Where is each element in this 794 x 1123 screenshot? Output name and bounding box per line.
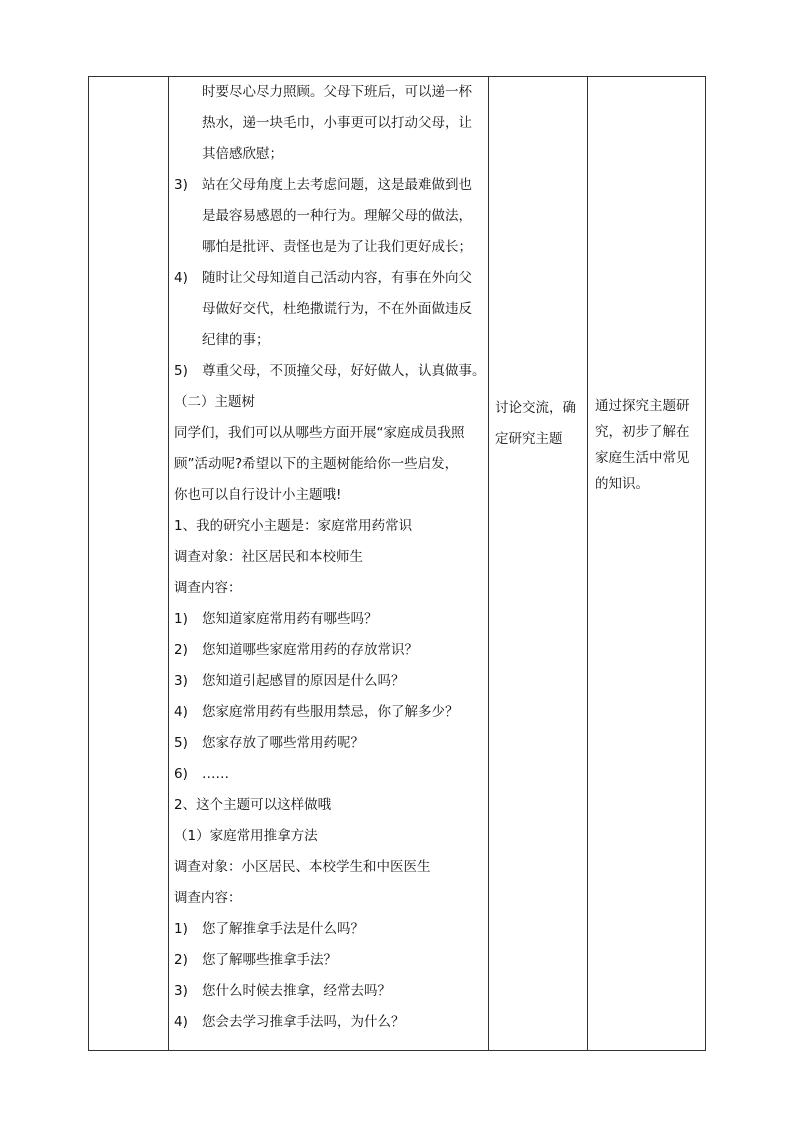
- student-activity-cell: [495, 393, 585, 455]
- line-text: 哪怕是批评、责怪也是为了让我们更好成长；: [202, 239, 472, 255]
- design-intent-cell: [595, 393, 701, 497]
- content-line: [174, 542, 484, 573]
- line-text: 调查内容：: [174, 580, 242, 596]
- line-text: 您知道家庭常用药有哪些吗？: [202, 611, 378, 627]
- content-line: [174, 790, 484, 821]
- list-number: 2): [174, 952, 188, 968]
- list-number: 4): [174, 704, 188, 720]
- activity-line: 讨论交流，确: [495, 400, 576, 416]
- content-line: [174, 635, 484, 666]
- content-line: [174, 232, 484, 263]
- line-text: 时要尽心尽力照顾。父母下班后，可以递一杯: [202, 84, 472, 100]
- list-number: 6): [174, 766, 188, 782]
- list-number: 1): [174, 611, 188, 627]
- column-divider: [587, 77, 588, 1050]
- content-line: [174, 666, 484, 697]
- line-text: 您会去学习推拿手法吗，为什么？: [202, 1014, 405, 1030]
- content-line: [174, 1007, 484, 1038]
- list-number: 3): [174, 673, 188, 689]
- list-number: 5): [174, 735, 188, 751]
- content-line: [174, 697, 484, 728]
- content-line: [174, 945, 484, 976]
- content-line: [174, 325, 484, 356]
- line-text: 纪律的事；: [202, 332, 270, 348]
- line-text: 您家存放了哪些常用药呢？: [202, 735, 364, 751]
- list-number: 4): [174, 1014, 188, 1030]
- intent-line: 的知识。: [595, 476, 649, 492]
- line-text: 2、这个主题可以这样做哦: [174, 797, 332, 813]
- content-line: [174, 108, 484, 139]
- content-line: [174, 914, 484, 945]
- line-text: 您了解哪些推拿手法？: [202, 952, 337, 968]
- list-number: 5): [174, 363, 188, 379]
- line-text: 您什么时候去推拿，经常去吗？: [202, 983, 391, 999]
- line-text: 顾”活动呢?希望以下的主题树能给你一些启发，: [174, 456, 459, 472]
- intent-line: 通过探究主题研: [595, 398, 690, 414]
- line-text: 调查对象：社区居民和本校师生: [174, 549, 363, 565]
- content-line: [174, 883, 484, 914]
- content-line: [174, 759, 484, 790]
- content-line: [174, 852, 484, 883]
- line-text: 其倍感欣慰；: [202, 146, 283, 162]
- list-number: 4): [174, 270, 188, 286]
- line-text: ……: [202, 766, 229, 782]
- line-text: 随时让父母知道自己活动内容，有事在外向父: [202, 270, 472, 286]
- list-number: 1): [174, 921, 188, 937]
- list-number: 2): [174, 642, 188, 658]
- content-line: [174, 387, 484, 418]
- intent-line: 家庭生活中常见: [595, 450, 690, 466]
- line-text: 您知道引起感冒的原因是什么吗？: [202, 673, 405, 689]
- line-text: （1）家庭常用推拿方法: [174, 828, 318, 844]
- line-text: （二）主题树: [174, 394, 255, 410]
- list-number: 3): [174, 177, 188, 193]
- line-text: 调查对象：小区居民、本校学生和中医医生: [174, 859, 431, 875]
- content-line: [174, 356, 484, 387]
- content-line: [174, 573, 484, 604]
- teaching-content-cell: [174, 77, 484, 1038]
- list-number: 3): [174, 983, 188, 999]
- lesson-plan-table: [88, 76, 706, 1051]
- content-line: [174, 263, 484, 294]
- line-text: 您家庭常用药有些服用禁忌，你了解多少？: [202, 704, 459, 720]
- line-text: 您了解推拿手法是什么吗？: [202, 921, 364, 937]
- content-line: [174, 511, 484, 542]
- line-text: 热水，递一块毛巾，小事更可以打动父母，让: [202, 115, 472, 131]
- content-line: [174, 170, 484, 201]
- line-text: 尊重父母，不顶撞父母，好好做人，认真做事。: [202, 363, 486, 379]
- content-line: [174, 821, 484, 852]
- content-line: [174, 480, 484, 511]
- column-divider: [168, 77, 169, 1050]
- line-text: 同学们，我们可以从哪些方面开展“家庭成员我照: [174, 425, 465, 441]
- content-line: [174, 139, 484, 170]
- line-text: 您知道哪些家庭常用药的存放常识？: [202, 642, 418, 658]
- content-line: [174, 449, 484, 480]
- content-line: [174, 604, 484, 635]
- line-text: 你也可以自行设计小主题哦!: [174, 487, 342, 503]
- content-line: [174, 418, 484, 449]
- line-text: 调查内容：: [174, 890, 242, 906]
- line-text: 母做好交代，杜绝撒谎行为，不在外面做违反: [202, 301, 472, 317]
- content-line: [174, 201, 484, 232]
- content-line: [174, 294, 484, 325]
- column-divider: [488, 77, 489, 1050]
- content-line: [174, 77, 484, 108]
- intent-line: 究，初步了解在: [595, 424, 690, 440]
- content-line: [174, 728, 484, 759]
- line-text: 是最容易感恩的一种行为。理解父母的做法，: [202, 208, 472, 224]
- line-text: 1、我的研究小主题是：家庭常用药常识: [174, 518, 413, 534]
- line-text: 站在父母角度上去考虑问题，这是最难做到也: [202, 177, 472, 193]
- content-line: [174, 976, 484, 1007]
- activity-line: 定研究主题: [495, 431, 563, 447]
